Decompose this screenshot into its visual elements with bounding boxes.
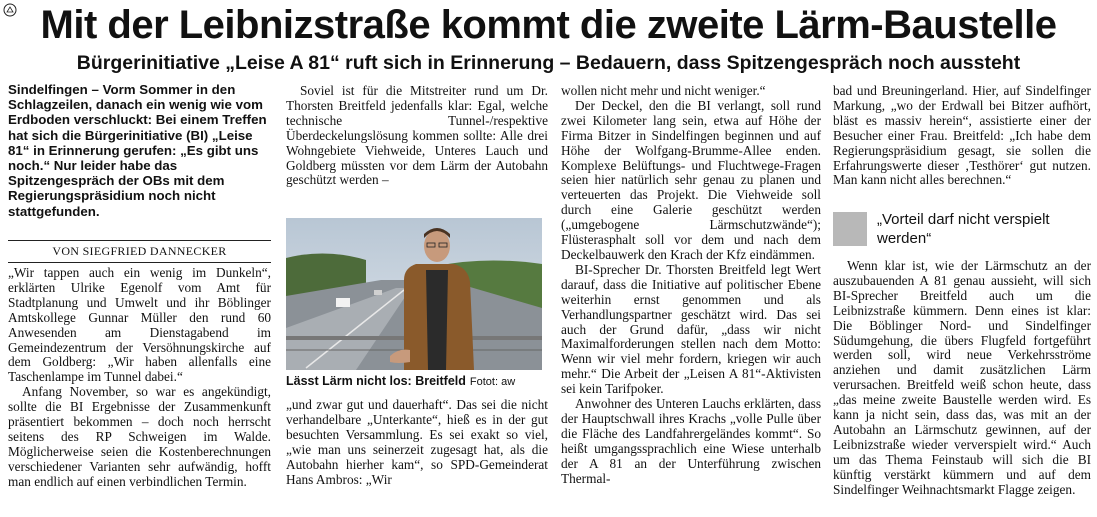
intertitle-marker — [833, 212, 867, 246]
article-lead: Sindelfingen – Vorm Sommer in den Schlagzeilen, danach ein wenig wie vom Erdboden verschluckt: Bei einem Treffen hat sich die Bürgerinitiative (BI) „Leise 81“ in Erinnerung gerufen: „Es gibt uns noch.“ Nur leider habe das Spitzengespräch der OBs mit dem Regierungspräsidium noch nicht stattgefunden. — [8, 82, 267, 219]
byline-rule-top — [8, 240, 271, 241]
column-4-top — [833, 84, 1091, 188]
column-4-bottom — [833, 259, 1091, 498]
paragraph: „Wir tappen auch ein wenig im Dunkeln“, erklärten Ulrike Egenolf vom Amt für Stadtplanung und Umwelt und ihr Böblinger Amtskollege Gunnar Müller den rund 60 Anwesenden am Dienstagabend im Gemeindezentrum der Versöhnungskirche auf dem Goldberg: „Wir haben allenfalls eine Taschenlampe im Tunnel dabei.“ — [8, 265, 271, 385]
column-1 — [8, 266, 271, 490]
paragraph: bad und Breuningerland. Hier, auf Sindelfinger Markung, „wo der Erdwall bei Bitzer aufhört, bläst es massiv herein“, assistierte einer der Besucher einer Frau. Breitfeld: „Ich habe dem Regierungspräsidium gesagt, sie sollen die Erfahrungswerte dieser ‚Testhörer‘ gut nutzen. Man kann nicht alles berechnen.“ — [833, 83, 1091, 188]
intertitle: „Vorteil darf nicht verspielt werden“ — [877, 211, 1050, 247]
column-2-top — [286, 84, 548, 188]
article-photo — [286, 218, 542, 370]
paragraph: Wenn klar ist, wie der Lärmschutz an der auszubauenden A 81 genau aussieht, will sich BI-Sprecher Breitfeld auch um die Leibnizstraße kümmern. Denn eines ist klar: Die Böblinger Nord- und Sindelfinger Südumgehung, die übers Flugfeld fortgeführt werden soll, wird neue Verkehrsströme anziehen und damit zusätzlichen Lärm verursachen. Breitfeld weiß schon heute, dass „das meine zweite Baustelle werden wird. Es kann ja nicht sein, dass das, was mit an der Autobahn an Lärmschutz gewinnen, auf der Leibnizstraße wieder ververspielt wird.“ Auch um das Thema Feinstaub will sich die BI künftig verstärkt kümmern und auf dem Sindelfinger Weihnachtsmarkt Flagge zeigen. — [833, 258, 1091, 497]
article-byline: VON SIEGFRIED DANNECKER — [52, 244, 227, 258]
paragraph: „und zwar gut und dauerhaft“. Das sei die nicht verhandelbare „Unterkante“, hieß es in der gut besuchten Versammlung. Es sei exakt so viel, „wie man uns seinerzeit zugesagt hat, als die Autobahn hierher kam“, so SPD-Gemeinderat Hans Ambros: „Wir — [286, 397, 548, 487]
photo-caption — [286, 374, 548, 390]
paragraph: BI-Sprecher Dr. Thorsten Breitfeld legt Wert darauf, dass die Initiative auf politischer Ebene weiterhin ernst genommen und als Verhandlungspartner geschätzt wird. Das sei auch der Grund dafür, „dass wir nicht Maximalforderungen stellen nach dem Motto: Wenn wir viel mehr fordern, kriegen wir auch mehr.“ Die Arbeit der „Leisen A 81“-Aktivisten sei kein Tarifpoker. — [561, 261, 821, 397]
byline-rule-bottom — [8, 262, 271, 263]
column-2-bottom — [286, 398, 548, 487]
caption-text: Lässt Lärm nicht los: Breitfeld — [286, 374, 466, 388]
article-subheadline: Bürgerinitiative „Leise A 81“ ruft sich in Erinnerung – Bedauern, dass Spitzengespräch noch aussteht — [76, 52, 1021, 74]
paragraph: Der Deckel, den die BI verlangt, soll rund zwei Kilometer lang sein, etwa auf Höhe der Firma Bitzer in Sindelfingen beginnen und auf Höhe der Wolfgang-Brumme-Allee enden. Komplexe Belüftungs- und Fluchtwege-Fragen seien hier natürlich sehr genau zu planen und verteuerten das Projekt. Die Viehweide soll durch eine Galerie geschützt werden („umgebogene Lärmschutzwände“); Flüsterasphalt soll vor dem und nach dem Deckelbauwerk den Krach der Kfz eindämmen. — [561, 97, 821, 262]
paragraph: Anwohner des Unteren Lauchs erklärten, dass der Hauptschwall ihres Krachs „volle Pulle über die Fläche des Landfahrergeländes kommt“. So heißt umgangssprachlich eine Wiese unterhalb der A 81 an der Unterführung zwischen Thermal- — [561, 396, 821, 486]
photo-credit: Fotot: aw — [469, 376, 516, 388]
paragraph: Soviel ist für die Mitstreiter rund um Dr. Thorsten Breitfeld jedenfalls klar: Egal, welche technische Tunnel-/respektive Überdeckelungslösung kommen sollte: Alle drei Wohngebiete Viehweide, Unteres Lauch und Goldberg müssten vor dem Lärm der Autobahn geschützt werden – — [286, 83, 548, 188]
paragraph: Anfang November, so war es angekündigt, sollte die BI Ergebnisse der Zusammenkunft präsentiert bekommen – doch noch herrscht seitens des RP Schweigen im Walde. Möglicherweise seien die Kostenberechnungen verschiedener Varianten sehr aufwändig, hofft man endlich auf einen verbindlichen Termin. — [8, 384, 271, 489]
paragraph: wollen nicht mehr und nicht weniger.“ — [561, 83, 766, 98]
article-headline: Mit der Leibnizstraße kommt die zweite Lärm-Baustelle — [40, 3, 1057, 47]
column-3 — [561, 84, 821, 486]
